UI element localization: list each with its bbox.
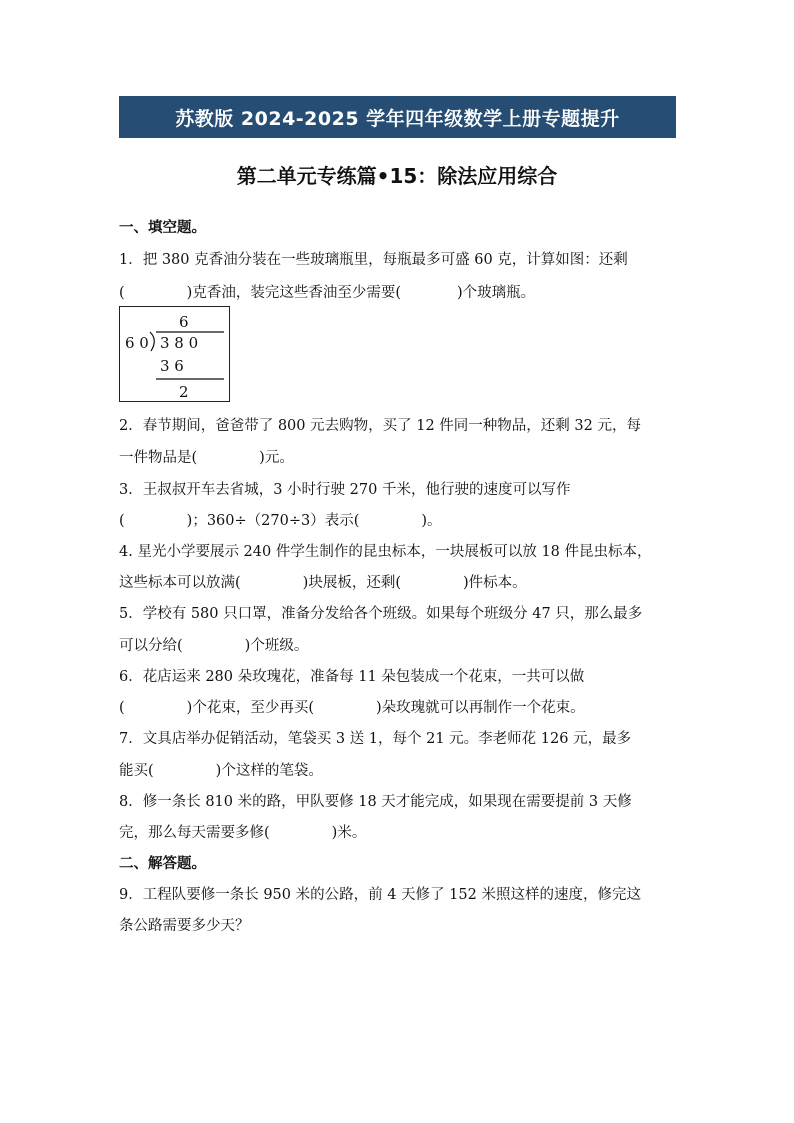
division-product: 3 6 xyxy=(160,357,184,375)
question-6-line-2 xyxy=(119,696,585,717)
question-1-part-b: )克香油，装完这些香油至少需要( xyxy=(186,285,401,301)
division-dividend: 3 8 0 xyxy=(160,334,199,352)
question-8-line-1: 8．修一条长 810 米的路，甲队要修 18 天才能完成，如果现在需要提前 3 天修 xyxy=(119,794,632,810)
question-5-line-2 xyxy=(119,634,308,655)
question-6-part-a: ( xyxy=(119,700,125,716)
division-bracket xyxy=(150,332,154,351)
question-9-line-2: 条公路需要多少天？ xyxy=(119,918,250,934)
section-answer-heading: 二、解答题。 xyxy=(119,856,206,872)
question-4-part-c: )件标本。 xyxy=(462,575,527,591)
question-7-part-b: )个这样的笔袋。 xyxy=(215,763,323,779)
question-3-part-c: )。 xyxy=(421,513,442,529)
division-remainder: 2 xyxy=(179,383,189,401)
long-division-figure xyxy=(119,306,230,402)
question-1-part-a: ( xyxy=(119,285,125,301)
banner-title: 苏教版 2024-2025 学年四年级数学上册专题提升 xyxy=(175,107,620,130)
question-3-part-a: ( xyxy=(119,513,125,529)
question-3-line-1: 3．王叔叔开车去省城，3 小时行驶 270 千米，他行驶的速度可以写作 xyxy=(119,482,571,498)
question-6-part-c: )朵玫瑰就可以再制作一个花束。 xyxy=(376,700,585,716)
question-7-part-a: 能买( xyxy=(119,763,154,779)
question-1-line-1: 1．把 380 克香油分装在一些玻璃瓶里，每瓶最多可盛 60 克，计算如图：还剩 xyxy=(119,252,628,268)
question-8-part-b: )米。 xyxy=(331,825,367,841)
question-2-part-b: )元。 xyxy=(259,450,294,466)
question-8-line-2 xyxy=(119,821,366,842)
page-subtitle: 第二单元专练篇•15：除法应用综合 xyxy=(236,164,558,188)
long-division-svg xyxy=(120,307,231,403)
division-divisor: 6 0 xyxy=(125,334,149,352)
question-2-line-1: 2．春节期间，爸爸带了 800 元去购物，买了 12 件同一种物品，还剩 32 元，每 xyxy=(119,418,641,434)
question-2-part-a: 一件物品是( xyxy=(119,450,198,466)
question-7-line-1: 7．文具店举办促销活动，笔袋买 3 送 1，每个 21 元。李老师花 126 元，最多 xyxy=(119,731,632,747)
question-4-line-1: 4. 星光小学要展示 240 件学生制作的昆虫标本，一块展板可以放 18 件昆虫标本， xyxy=(119,544,652,560)
question-4-line-2 xyxy=(119,571,527,592)
question-4-part-a: 这些标本可以放满( xyxy=(119,575,241,591)
question-3-line-2 xyxy=(119,509,442,530)
question-6-line-1: 6．花店运来 280 朵玫瑰花，准备每 11 朵包装成一个花束，一共可以做 xyxy=(119,669,585,685)
question-7-line-2 xyxy=(119,759,323,780)
question-8-part-a: 完，那么每天需要多修( xyxy=(119,825,270,841)
section-fill-heading: 一、填空题。 xyxy=(119,220,206,236)
question-1-part-c: )个玻璃瓶。 xyxy=(457,285,536,301)
question-6-part-b: )个花束，至少再买( xyxy=(186,700,314,716)
question-3-part-b: )；360÷（270÷3）表示( xyxy=(186,513,360,529)
title-banner xyxy=(119,96,676,138)
division-quotient: 6 xyxy=(179,313,189,331)
question-5-part-b: )个班级。 xyxy=(244,638,309,654)
question-2-line-2 xyxy=(119,446,294,467)
question-4-part-b: )块展板，还剩( xyxy=(302,575,401,591)
question-5-line-1: 5．学校有 580 只口罩，准备分发给各个班级。如果每个班级分 47 只，那么最多 xyxy=(119,606,643,622)
question-9-line-1: 9．工程队要修一条长 950 米的公路，前 4 天修了 152 米照这样的速度，修完这 xyxy=(119,887,641,903)
question-5-part-a: 可以分给( xyxy=(119,638,183,654)
question-1-line-2 xyxy=(119,281,535,302)
